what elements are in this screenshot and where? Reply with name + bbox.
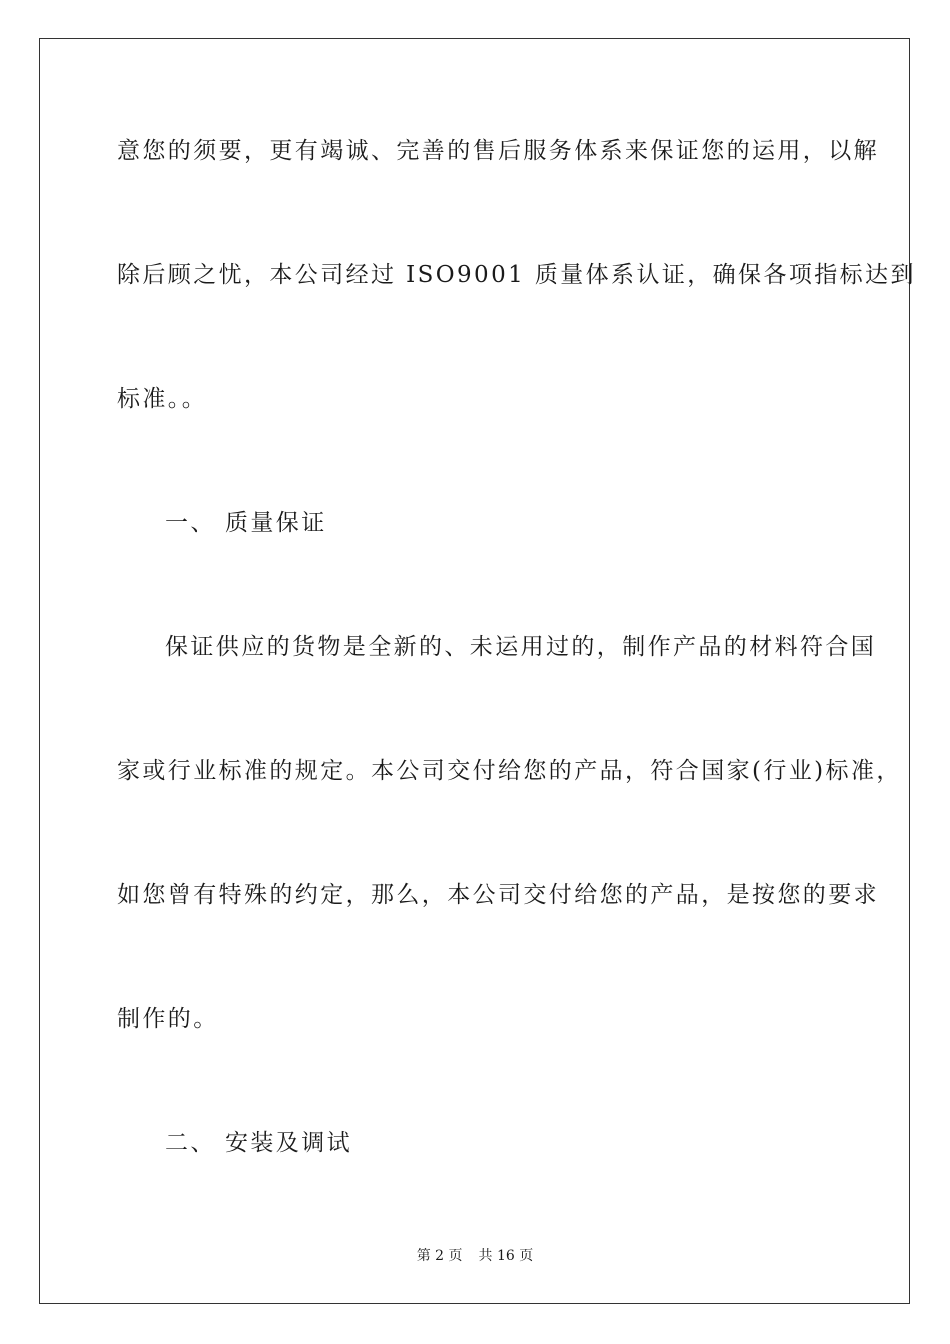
paragraph-line: 制作的。	[117, 1006, 219, 1032]
section-number: 一、	[165, 510, 216, 536]
page-footer	[0, 1246, 950, 1266]
page-total: 共 16 页	[478, 1248, 534, 1264]
section-heading-quality	[165, 508, 327, 538]
section-heading-installation	[165, 1128, 352, 1158]
paragraph-line: 家或行业标准的规定。本公司交付给您的产品，符合国家(行业)标准，	[117, 758, 902, 784]
page-number: 第 2 页	[416, 1248, 463, 1264]
paragraph-line: 如您曾有特殊的约定，那么，本公司交付给您的产品，是按您的要求	[117, 882, 879, 908]
paragraph-line: 意您的须要，更有竭诚、完善的售后服务体系来保证您的运用，以解	[117, 138, 879, 164]
section-number: 二、	[165, 1130, 216, 1156]
section-title: 质量保证	[225, 510, 327, 536]
section-title: 安装及调试	[225, 1130, 352, 1156]
paragraph-line: 保证供应的货物是全新的、未运用过的，制作产品的材料符合国	[165, 634, 877, 660]
page-border	[39, 38, 916, 1304]
paragraph-line: 标准。。	[117, 386, 208, 412]
paragraph-line: 除后顾之忧，本公司经过 ISO9001 质量体系认证，确保各项指标达到	[117, 262, 916, 288]
